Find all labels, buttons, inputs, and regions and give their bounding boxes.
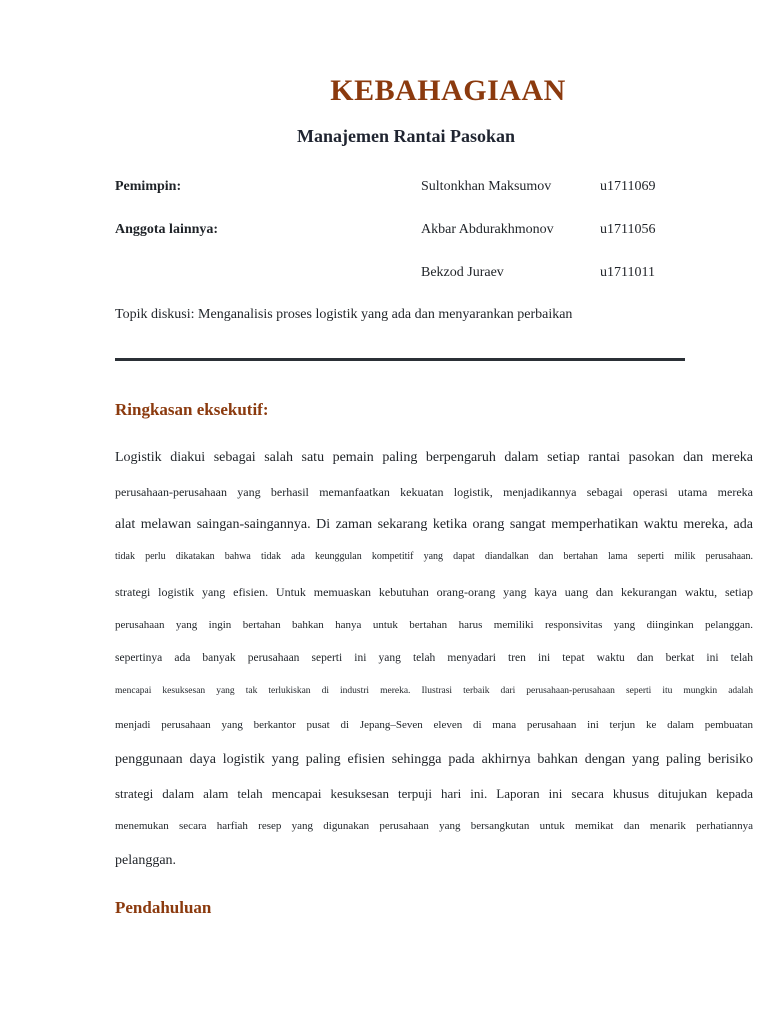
- member-name: Bekzod Juraev: [421, 265, 504, 280]
- paragraph-line: strategi dalam alam telah mencapai kesuksesan terpuji hari ini. Laporan ini secara khusus ditujukan kepada: [115, 786, 753, 801]
- section-heading-executive-summary: Ringkasan eksekutif:: [115, 400, 269, 419]
- member-name: Akbar Abdurakhmonov: [421, 222, 554, 237]
- paragraph-line: pelanggan.: [115, 853, 177, 868]
- document-subtitle: Manajemen Rantai Pasokan: [296, 126, 515, 146]
- horizontal-rule: [115, 358, 685, 361]
- paragraph-line: penggunaan daya logistik yang paling efisien sehingga pada akhirnya bahkan dengan yang paling berisiko: [115, 752, 753, 767]
- paragraph-line: menjadi perusahaan yang berkantor pusat di Jepang–Seven eleven di mana perusahaan ini terjun ke dalam pembuatan: [115, 719, 753, 731]
- member-id: u1711069: [600, 179, 656, 194]
- paragraph-line: strategi logistik yang efisien. Untuk memuaskan kebutuhan orang-orang yang kaya uang dan kekurangan waktu, setiap: [115, 585, 753, 599]
- paragraph-line: Logistik diakui sebagai salah satu pemain paling berpengaruh dalam setiap rantai pasokan dan mereka: [115, 450, 753, 465]
- section-heading-introduction: Pendahuluan: [115, 898, 212, 917]
- paragraph-line: tidak perlu dikatakan bahwa tidak ada keunggulan kompetitif yang dapat diandalkan dan bertahan lama seperti milik perusahaan.: [115, 551, 753, 562]
- paragraph-line: alat melawan saingan-saingannya. Di zaman sekarang ketika orang sangat memperhatikan waktu mereka, ada: [115, 517, 753, 532]
- paragraph-line: perusahaan-perusahaan yang berhasil memanfaatkan kekuatan logistik, menjadikannya sebagai operasi utama mereka: [115, 485, 753, 499]
- document-title: KEBAHAGIAAN: [330, 74, 566, 107]
- paragraph-line: sepertinya ada banyak perusahaan seperti ini yang telah menyadari tren ini tepat waktu dan berkat ini telah: [115, 652, 753, 664]
- others-label: Anggota lainnya:: [115, 222, 219, 237]
- leader-label: Pemimpin:: [115, 179, 182, 194]
- paragraph-line: mencapai kesuksesan yang tak terlukiskan di industri mereka. Ilustrasi terbaik dari perusahaan-perusahaan seperti itu mungkin adalah: [115, 686, 753, 696]
- member-name: Sultonkhan Maksumov: [421, 179, 552, 194]
- paragraph-line: perusahaan yang ingin bertahan bahkan hanya untuk bertahan harus memiliki responsivitas yang diinginkan pelanggan.: [115, 619, 753, 631]
- paragraph-line: menemukan secara harfiah resep yang digunakan perusahaan yang bersangkutan untuk memikat dan menarik perhatiannya: [115, 820, 753, 832]
- member-id: u1711056: [600, 222, 656, 237]
- member-id: u1711011: [600, 265, 655, 280]
- discussion-topic: Topik diskusi: Menganalisis proses logistik yang ada dan menyarankan perbaikan: [115, 307, 573, 322]
